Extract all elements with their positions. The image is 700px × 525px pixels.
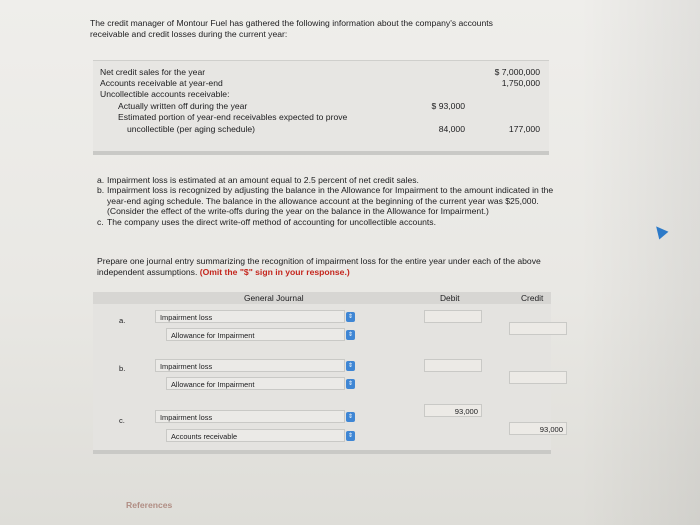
entry-b-debit-account[interactable]: Impairment loss [155,359,345,372]
estimated-label-2: uncollectible (per aging schedule) [127,124,256,134]
assumption-b [97,185,567,216]
assumption-a-letter: a. [97,175,105,185]
entry-a-credit-account[interactable]: Allowance for Impairment [166,328,345,341]
debit-header: Debit [440,293,460,303]
entry-a-label: a. [119,316,126,325]
intro-line-2: receivable and credit losses during the current year: [90,29,288,39]
intro-line-1: The credit manager of Montour Fuel has gathered the following information about the company's accounts [90,18,493,28]
estimated-label-1: Estimated portion of year-end receivables expected to prove [118,112,348,122]
entry-b-label: b. [119,364,126,373]
pointer-cursor-icon [652,223,669,240]
net-credit-sales-value: $ 7,000,000 [494,67,540,77]
assumption-a-text: Impairment loss is estimated at an amount equal to 2.5 percent of net credit sales. [107,175,419,185]
accounts-receivable-label: Accounts receivable at year-end [100,78,223,88]
credit-header: Credit [521,293,544,303]
journal-table [93,304,563,452]
estimated-value-right: 177,000 [508,124,540,134]
references-link[interactable]: References [126,500,173,510]
assumption-b-letter: b. [97,185,105,196]
entry-a-credit-amount[interactable] [509,322,567,335]
entry-c-label: c. [119,416,125,425]
entry-a-debit-amount[interactable] [424,310,482,323]
assumption-c-text: The company uses the direct write-off method of accounting for uncollectible accounts. [107,216,436,227]
journal-header [93,292,551,304]
select-arrows-icon[interactable]: ⇕ [347,314,354,320]
net-credit-sales-label: Net credit sales for the year [100,67,206,77]
problem-intro [90,18,590,40]
select-arrows-icon[interactable]: ⇕ [347,414,354,420]
assumption-list [97,175,567,227]
entry-b-debit-amount[interactable] [424,359,482,372]
instructions-text: Prepare one journal entry summarizing the recognition of impairment loss for the entire year under each of the above independent assumptions. [97,256,541,277]
entry-c-debit-amount[interactable]: 93,000 [424,404,482,417]
estimated-value-mid: 84,000 [438,124,465,134]
select-arrows-icon[interactable]: ⇕ [347,381,354,387]
entry-a-debit-account[interactable]: Impairment loss [155,310,345,323]
assumption-c-letter: c. [97,216,104,227]
entry-c-credit-amount[interactable]: 93,000 [509,422,567,435]
select-arrows-icon[interactable]: ⇕ [347,433,354,439]
select-arrows-icon[interactable]: ⇕ [347,332,354,338]
info-table [93,60,549,154]
entry-c-credit-account[interactable]: Accounts receivable [166,429,345,442]
entry-b-credit-amount[interactable] [509,371,567,384]
instructions-emphasis: (Omit the "$" sign in your response.) [199,266,350,277]
screen-shade [580,0,700,525]
entry-c-debit-account[interactable]: Impairment loss [155,410,345,423]
select-arrows-icon[interactable]: ⇕ [347,363,354,369]
written-off-value: $ 93,000 [431,101,465,111]
accounts-receivable-value: 1,750,000 [501,78,540,88]
written-off-label: Actually written off during the year [118,101,248,111]
assumption-a [97,175,567,185]
entry-b-credit-account[interactable]: Allowance for Impairment [166,377,345,390]
journal-title: General Journal [244,293,304,303]
assumption-b-text: Impairment loss is recognized by adjusting the balance in the Allowance for Impairment to the amount indicated in the year-end aging schedule. The balance in the allowance account at the beginning of the current year was $25,000. (Consider the effect of the write-offs during the year on the balance in the Allowance for Impairment.) [107,185,554,217]
uncollectible-label: Uncollectible accounts receivable: [100,89,230,99]
instructions [97,256,572,277]
assumption-c [97,217,567,227]
journal-divider [93,450,551,454]
table-divider [93,151,549,155]
